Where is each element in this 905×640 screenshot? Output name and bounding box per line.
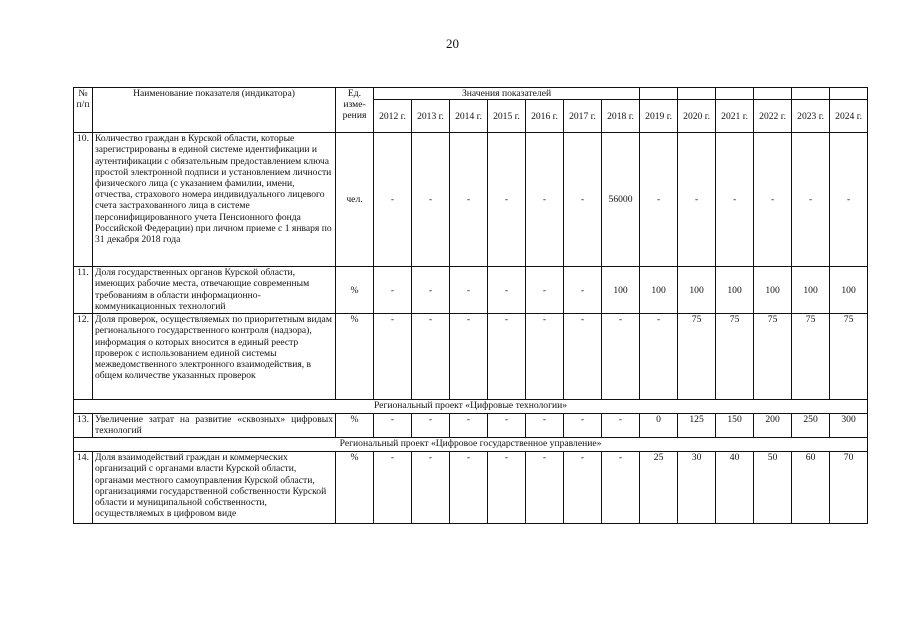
header-num: № п/п [74, 88, 93, 133]
value-cell: 75 [754, 314, 792, 400]
value-cell: 40 [716, 452, 754, 524]
value-cell: - [564, 414, 602, 438]
value-cell: - [488, 267, 526, 314]
value-cell: - [640, 314, 678, 400]
value-cell: - [412, 267, 450, 314]
value-cell: 250 [792, 414, 830, 438]
year-header: 2021 г. [716, 100, 754, 133]
value-cell: - [564, 133, 602, 267]
value-cell: 125 [678, 414, 716, 438]
value-cell: - [792, 133, 830, 267]
value-cell: - [564, 452, 602, 524]
row-number: 10. [74, 133, 93, 267]
year-header: 2019 г. [640, 100, 678, 133]
value-cell: - [678, 133, 716, 267]
section-row [74, 438, 868, 452]
year-header: 2012 г. [374, 100, 412, 133]
table-row [74, 314, 868, 400]
year-header: 2022 г. [754, 100, 792, 133]
value-cell: 100 [678, 267, 716, 314]
value-cell: - [412, 314, 450, 400]
value-cell: - [450, 452, 488, 524]
header-unit: Ед. изме-рения [336, 88, 374, 133]
value-cell: - [526, 314, 564, 400]
value-cell: - [640, 133, 678, 267]
year-header: 2018 г. [602, 100, 640, 133]
value-cell: - [412, 452, 450, 524]
table-row [74, 133, 868, 267]
header-blank-cell [754, 88, 792, 100]
value-cell: - [488, 133, 526, 267]
value-cell: 300 [830, 414, 868, 438]
indicator-name: Доля взаимодействий граждан и коммерческих организаций с органами власти Курской области, органами местного самоуправления Курской области, организациями государственной собственности Курской области и муниципальной собственности, осуществляемых в цифровом виде [93, 452, 336, 524]
value-cell: - [450, 314, 488, 400]
indicator-name: Доля государственных органов Курской области, имеющих рабочие места, отвечающие современным требованиям в области информационно-коммуникационных технологий [93, 267, 336, 314]
row-number: 13. [74, 414, 93, 438]
value-cell: - [526, 414, 564, 438]
year-header: 2014 г. [450, 100, 488, 133]
year-header: 2017 г. [564, 100, 602, 133]
page-number: 20 [446, 36, 459, 51]
indicator-name: Увеличение затрат на развитие «сквозных» цифровых технологий [93, 414, 336, 438]
value-cell: - [450, 267, 488, 314]
value-cell: 50 [754, 452, 792, 524]
value-cell: - [564, 314, 602, 400]
value-cell: - [488, 314, 526, 400]
year-header: 2013 г. [412, 100, 450, 133]
unit-cell: чел. [336, 133, 374, 267]
year-header: 2020 г. [678, 100, 716, 133]
value-cell: 75 [678, 314, 716, 400]
value-cell: 56000 [602, 133, 640, 267]
value-cell: - [450, 133, 488, 267]
value-cell: 75 [792, 314, 830, 400]
section-title: Региональный проект «Цифровое государственное управление» [74, 438, 868, 452]
value-cell: - [412, 133, 450, 267]
year-header: 2023 г. [792, 100, 830, 133]
value-cell: 30 [678, 452, 716, 524]
year-header: 2016 г. [526, 100, 564, 133]
value-cell: - [754, 133, 792, 267]
value-cell: 70 [830, 452, 868, 524]
value-cell: - [488, 414, 526, 438]
row-number: 14. [74, 452, 93, 524]
value-cell: 100 [640, 267, 678, 314]
value-cell: - [526, 267, 564, 314]
value-cell: 100 [830, 267, 868, 314]
value-cell: - [526, 452, 564, 524]
header-blank-cell [830, 88, 868, 100]
value-cell: - [374, 314, 412, 400]
unit-cell: % [336, 414, 374, 438]
value-cell: 100 [716, 267, 754, 314]
table-row [74, 267, 868, 314]
value-cell: 75 [830, 314, 868, 400]
value-cell: 100 [792, 267, 830, 314]
value-cell: 0 [640, 414, 678, 438]
value-cell: - [412, 414, 450, 438]
value-cell: - [602, 414, 640, 438]
indicators-table [73, 87, 868, 524]
indicator-name: Количество граждан в Курской области, которые зарегистрированы в единой системе идентификации и аутентификации с обязательным предоставлением ключа простой электронной подписи и установлением личности физического лица (с указанием фамилии, имени, отчества, страхового номера индивидуального лицевого счета застрахованного лица в системе персонифицированного учета Пенсионного фонда Российской Федерации) при личном приеме с 1 января по 31 декабря 2018 года [93, 133, 336, 267]
value-cell: 75 [716, 314, 754, 400]
unit-cell: % [336, 314, 374, 400]
value-cell: 100 [602, 267, 640, 314]
value-cell: - [716, 133, 754, 267]
value-cell: - [374, 414, 412, 438]
value-cell: 25 [640, 452, 678, 524]
year-header: 2015 г. [488, 100, 526, 133]
header-name: Наименование показателя (индикатора) [93, 88, 336, 133]
table-row [74, 414, 868, 438]
header-blank-cell [716, 88, 754, 100]
unit-cell: % [336, 267, 374, 314]
header-blank-cell [678, 88, 716, 100]
row-number: 12. [74, 314, 93, 400]
header-blank-cell [640, 88, 678, 100]
header-blank-cell [792, 88, 830, 100]
value-cell: - [830, 133, 868, 267]
value-cell: - [564, 267, 602, 314]
value-cell: - [450, 414, 488, 438]
value-cell: - [488, 452, 526, 524]
value-cell: - [602, 314, 640, 400]
header-values: Значения показателей [374, 88, 640, 100]
year-header: 2024 г. [830, 100, 868, 133]
section-title: Региональный проект «Цифровые технологии» [74, 400, 868, 414]
unit-cell: % [336, 452, 374, 524]
row-number: 11. [74, 267, 93, 314]
value-cell: - [374, 133, 412, 267]
value-cell: 150 [716, 414, 754, 438]
value-cell: - [602, 452, 640, 524]
value-cell: - [526, 133, 564, 267]
value-cell: 200 [754, 414, 792, 438]
value-cell: 60 [792, 452, 830, 524]
indicator-name: Доля проверок, осуществляемых по приоритетным видам регионального государственного контроля (надзора), информация о которых вносится в единый реестр проверок с использованием единой системы межведомственного электронного взаимодействия, в общем количестве указанных проверок [93, 314, 336, 400]
section-row [74, 400, 868, 414]
table-row [74, 452, 868, 524]
value-cell: 100 [754, 267, 792, 314]
value-cell: - [374, 267, 412, 314]
value-cell: - [374, 452, 412, 524]
